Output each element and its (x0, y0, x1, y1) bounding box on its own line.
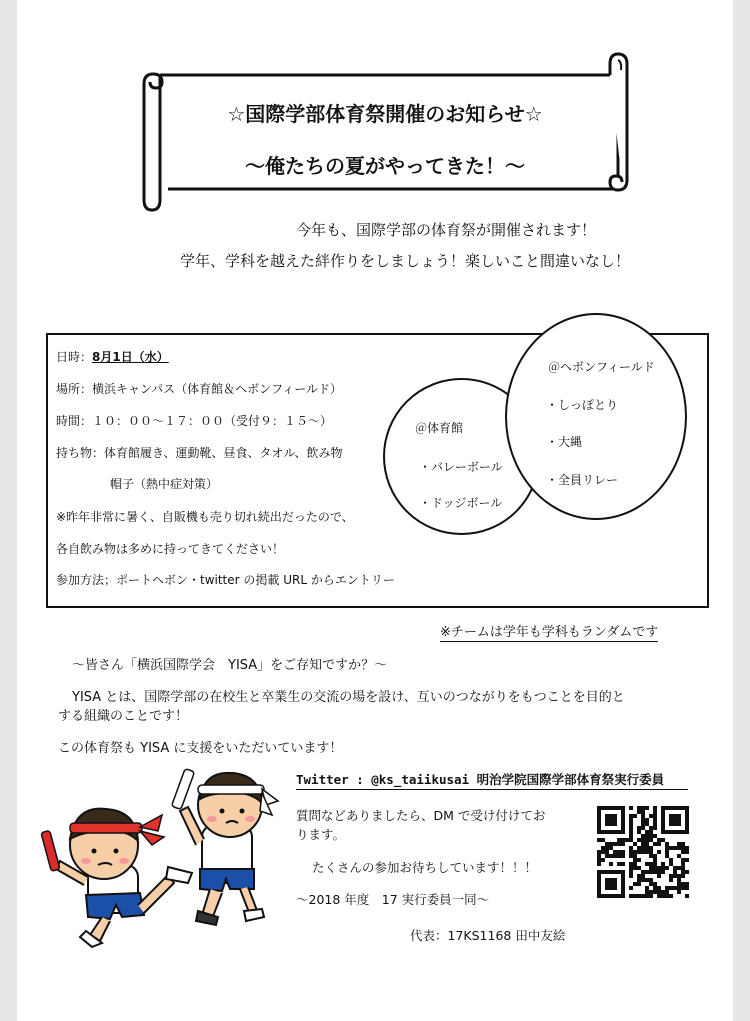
field-title: ＠ヘボンフィールド (548, 360, 655, 374)
qr-code[interactable] (597, 806, 689, 898)
intro-line-1: 今年も、国際学部の体育祭が開催されます！ (296, 221, 597, 239)
yisa-question: 〜皆さん「横浜国際学会 YISA」をご存知ですか？〜 (72, 658, 388, 673)
page-subtitle: 〜俺たちの夏がやってきた！〜 (245, 154, 525, 178)
committee-line: 〜2018 年度 17 実行委員一同〜 (296, 892, 490, 907)
field-event: ・全員リレー (546, 473, 619, 487)
twitter-underline (296, 789, 688, 790)
yisa-support: この体育祭も YISA に支援をいただいています！ (58, 741, 343, 756)
dm-line-2: ります。 (296, 827, 346, 842)
page-title: ☆国際学部体育祭開催のお知らせ☆ (227, 102, 543, 126)
left-kid (41, 809, 192, 947)
baton (41, 830, 60, 871)
wait-line: たくさんの参加お待ちしています！！！ (312, 860, 538, 875)
field-event: ・しっぽとり (546, 398, 619, 412)
gym-event: ・バレーボール (419, 460, 503, 474)
gym-event: ・ドッジボール (419, 496, 503, 510)
dm-line-1: 質問などありましたら、DM で受け付けてお (296, 808, 546, 823)
field-event: ・大縄 (546, 435, 583, 449)
field-circle (505, 313, 687, 520)
items-row: 持ち物：体育館履き、運動靴、昼食、タオル、飲み物 (56, 446, 343, 460)
shoe (244, 909, 264, 921)
yisa-desc-1: YISA とは、国際学部の在校生と卒業生の交流の場を設け、互いのつながりをもつことを目的と (72, 690, 625, 705)
representative-line: 代表：17KS1168 田中友絵 (410, 928, 566, 943)
team-note: ※チームは学年も学科もランダムです (440, 621, 658, 642)
place-row: 場所：横浜キャンパス（体育館＆ヘボンフィールド） (56, 382, 342, 396)
date-label: 日時： (56, 350, 93, 364)
twitter-line: Twitter : @ks_taiikusai 明治学院国際学部体育祭実行委員 (296, 772, 665, 787)
note-row-1: ※昨年非常に暑く、自販機も売り切れ続出だったので、 (56, 510, 354, 524)
headband (70, 823, 142, 833)
shoe (166, 867, 192, 883)
date-value: 8月1日（水） (92, 350, 169, 364)
shorts (86, 893, 144, 919)
entry-row: 参加方法；ポートヘボン・twitter の掲載 URL からエントリー (56, 573, 395, 587)
yisa-desc-2: する組織のことです！ (58, 709, 189, 724)
date-row (56, 348, 169, 365)
baton (171, 768, 194, 809)
time-row: 時間：１０：００〜１７：００（受付９：１５〜） (56, 414, 333, 428)
note-row-2: 各自飲み物は多めに持ってきてください！ (56, 542, 285, 556)
items-row-2: 帽子（熱中症対策） (110, 477, 219, 491)
headband (198, 785, 264, 794)
relay-kids-illustration (40, 765, 280, 950)
scroll-left-roll (144, 74, 162, 210)
intro-line-2: 学年、学科を越えた絆作りをしましょう！楽しいこと間違いなし！ (180, 252, 631, 270)
right-kid (171, 768, 278, 925)
scroll-banner (140, 50, 640, 215)
gym-title: ＠体育館 (415, 421, 464, 435)
